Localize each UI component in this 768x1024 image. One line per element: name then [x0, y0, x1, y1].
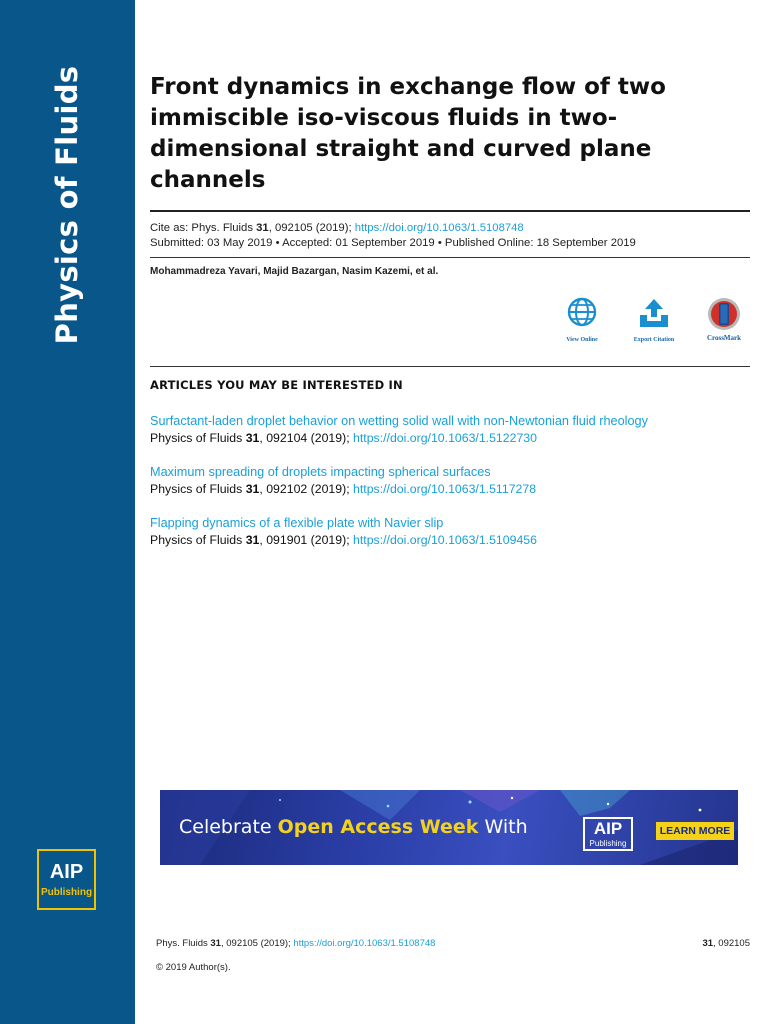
ref-pages: , 092104 (2019);: [259, 431, 354, 445]
ref-pages: , 091901 (2019);: [259, 533, 354, 547]
footer-right-volume: 31: [702, 938, 714, 949]
ref-pages: , 092102 (2019);: [259, 482, 354, 496]
banner-aip-subtext: Publishing: [589, 839, 627, 848]
article-authors: Mohammadreza Yavari, Majid Bazargan, Nasim Kazemi, et al.: [150, 266, 439, 277]
cite-prefix: Cite as: Phys. Fluids: [150, 222, 257, 234]
footer-doi-link[interactable]: https://doi.org/10.1063/1.5108748: [293, 938, 436, 949]
ref-doi-link[interactable]: https://doi.org/10.1063/1.5109456: [353, 533, 537, 547]
related-article-ref: [150, 532, 760, 549]
related-article-title[interactable]: Surfactant-laden droplet behavior on wetting solid wall with non-Newtonian fluid rheology: [150, 414, 648, 428]
learn-more-button[interactable]: LEARN MORE: [656, 822, 734, 840]
footer-pages: , 092105 (2019);: [220, 938, 294, 949]
related-article-2: [150, 464, 760, 498]
tools-divider: [150, 366, 750, 367]
ref-volume: 31: [245, 431, 260, 445]
ref-doi-link[interactable]: https://doi.org/10.1063/1.5117278: [353, 482, 537, 496]
article-title: Front dynamics in exchange flow of two immiscible iso-viscous fluids in two-dimensional straight and curved plane channels: [150, 74, 666, 193]
aip-logo-subtext: Publishing: [40, 887, 93, 898]
related-article-title[interactable]: Flapping dynamics of a flexible plate with Navier slip: [150, 516, 444, 530]
export-citation-button[interactable]: [626, 296, 682, 343]
title-divider: [150, 210, 750, 212]
banner-aip-text: AIP: [593, 819, 623, 838]
dates-divider: [150, 257, 750, 258]
aip-publishing-logo[interactable]: [37, 849, 96, 910]
banner-headline: [179, 816, 528, 838]
crossmark-label: CrossMark: [706, 334, 742, 342]
related-articles-heading: ARTICLES YOU MAY BE INTERESTED IN: [150, 378, 403, 392]
cite-rest: , 092105 (2019);: [268, 222, 355, 234]
ref-volume: 31: [245, 482, 260, 496]
copyright-notice: © 2019 Author(s).: [156, 962, 231, 973]
banner-text-end: With: [478, 816, 528, 838]
publication-dates: Submitted: 03 May 2019 • Accepted: 01 September 2019 • Published Online: 18 September 2019: [150, 237, 636, 249]
ref-journal: Physics of Fluids: [150, 431, 246, 445]
aip-logo-text: AIP: [49, 861, 84, 883]
footer-page-id: [702, 938, 750, 949]
footer-right-pages: , 092105: [713, 938, 750, 949]
ref-volume: 31: [245, 533, 260, 547]
export-citation-label: Export Citation: [633, 337, 675, 343]
citation-line: [150, 221, 524, 236]
journal-sidebar: [0, 0, 135, 1024]
open-access-banner[interactable]: [160, 790, 738, 865]
ref-journal: Physics of Fluids: [150, 482, 246, 496]
banner-text-highlight: Open Access Week: [277, 816, 479, 838]
ref-journal: Physics of Fluids: [150, 533, 246, 547]
related-article-ref: [150, 430, 760, 447]
cite-volume: 31: [256, 222, 269, 234]
crossmark-icon: [706, 296, 742, 332]
related-article-1: [150, 413, 760, 447]
view-online-label: View Online: [566, 337, 598, 343]
crossmark-button[interactable]: [696, 296, 752, 342]
footer-volume: 31: [210, 938, 221, 949]
footer-prefix: Phys. Fluids: [156, 938, 211, 949]
export-icon: [637, 296, 671, 330]
banner-text-start: Celebrate: [179, 816, 278, 838]
journal-name: Physics of Fluids: [50, 65, 84, 345]
related-article-ref: [150, 481, 760, 498]
ref-doi-link[interactable]: https://doi.org/10.1063/1.5122730: [353, 431, 537, 445]
banner-aip-logo: [583, 817, 633, 851]
view-online-button[interactable]: [554, 296, 610, 343]
related-article-3: [150, 515, 760, 549]
related-article-title[interactable]: Maximum spreading of droplets impacting spherical surfaces: [150, 465, 491, 479]
cite-doi-link[interactable]: https://doi.org/10.1063/1.5108748: [354, 222, 524, 234]
globe-icon: [566, 296, 598, 328]
footer-citation: [156, 938, 435, 949]
